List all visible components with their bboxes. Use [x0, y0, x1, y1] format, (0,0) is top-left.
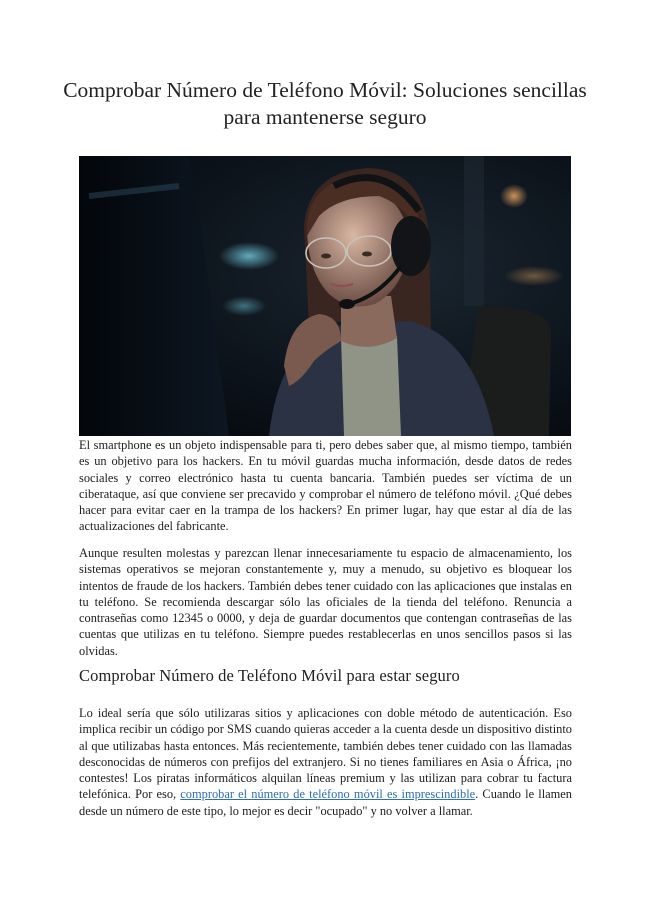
paragraph-text-before-link: Lo ideal sería que sólo utilizaras sitios y aplicaciones con doble método de autenticación. Eso implica recibir un código por SMS cuando quieras acceder a la cuenta desde un dispositivo distinto al que utilizabas hasta entonces. Más recientemente, también debes tener cuidado con las llamadas desconocidas de números con prefijos del extranjero. Si no tienes familiares en Asia o África, ¡no contestes! Los piratas informáticos alquilan líneas premium y las utilizan para cobrar tu factura telefónica. Por eso,	[79, 706, 572, 802]
paragraph-text-after-link: . Cuando le llamen desde un número de este tipo, lo mejor es decir "ocupado" y no volver a llamar.	[79, 787, 572, 818]
hero-image	[79, 156, 571, 436]
article-title: Comprobar Número de Teléfono Móvil: Soluciones sencillas para mantenerse seguro	[63, 78, 587, 129]
security-tips-paragraph: Aunque resulten molestas y parezcan llenar innecesariamente tu espacio de almacenamiento, los sistemas operativos se mejoran constantemente y, muy a menudo, su objetivo es bloquear los intentos de fraude de los hackers. También debes tener cuidado con las aplicaciones que instalas en tu teléfono. Se recomienda descargar sólo las oficiales de la tienda del teléfono. Renuncia a contraseñas como 12345 o 0000, y deja de guardar documentos que contengan contraseñas de las cuentas que utilizas en tu teléfono. Siempre puedes restablecerlas en unos sencillos pasos si las olvidas.	[79, 546, 572, 658]
intro-paragraph: El smartphone es un objeto indispensable para ti, pero debes saber que, al mismo tiempo, también es un objetivo para los hackers. En tu móvil guardas mucha información, desde datos de redes sociales y correo electrónico hasta tu cuenta bancaria. También puedes ser víctima de un ciberataque, así que conviene ser precavido y comprobar el número de teléfono móvil. ¿Qué debes hacer para evitar caer en la trampa de los hackers? En primer lugar, hay que estar al día de las actualizaciones del fabricante.	[79, 438, 572, 534]
check-phone-number-link[interactable]: comprobar el número de teléfono móvil es imprescindible	[180, 787, 476, 802]
woman-headset-illustration	[79, 156, 571, 436]
section-paragraph	[79, 705, 572, 819]
section-heading: Comprobar Número de Teléfono Móvil para estar seguro	[79, 666, 460, 685]
